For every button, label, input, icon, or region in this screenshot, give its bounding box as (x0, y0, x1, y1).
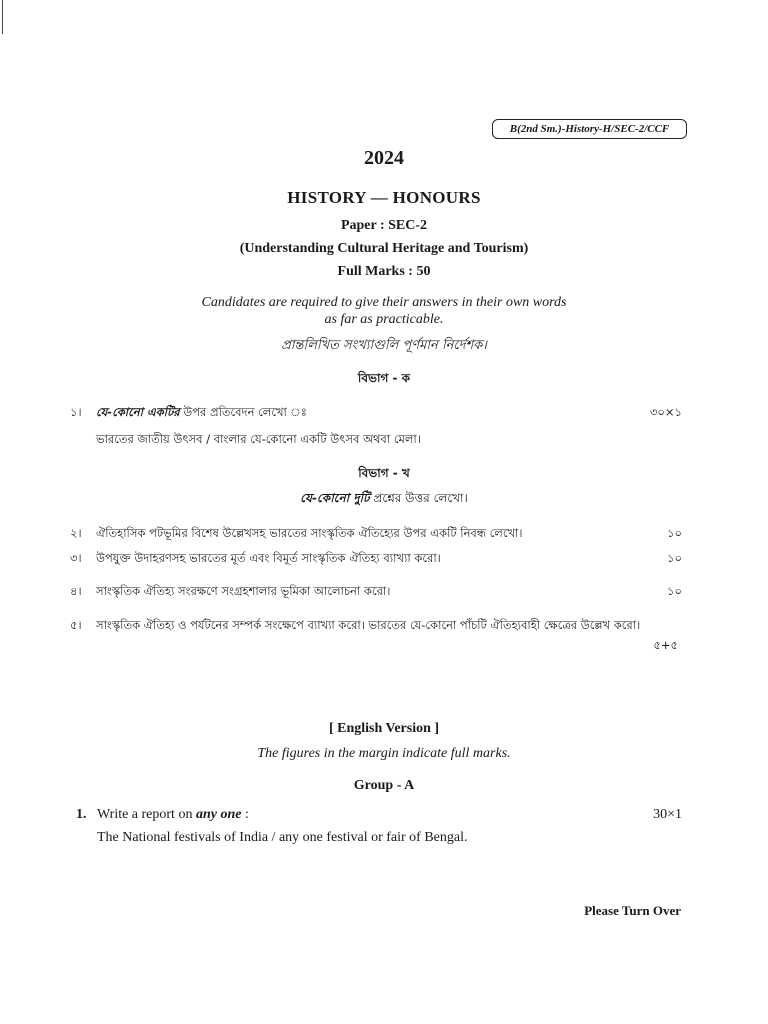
question-text: সাংস্কৃতিক ঐতিহ্য ও পর্যটনের সম্পর্ক সংক্ষেপে ব্যাখ্যা করো। ভারতের যে-কোনো পাঁচটি ঐতিহ্যবাহী ক্ষেত্রের উল্লেখ করো। (96, 618, 641, 632)
question-marks: ১০ (667, 526, 682, 540)
question-marks: 30×1 (653, 807, 682, 822)
question-text-before: Write a report on (97, 807, 196, 822)
bengali-group-a-title: বিভাগ - ক (357, 371, 411, 385)
question-number: 1. (76, 807, 87, 822)
paper-title: (Understanding Cultural Heritage and Tourism) (239, 241, 529, 256)
exam-year: 2024 (364, 147, 404, 169)
question-text (96, 404, 307, 423)
question-emphasis: any one (195, 807, 242, 822)
question-marks: ১০ (667, 584, 682, 598)
instruction-line-2: as far as practicable. (324, 312, 444, 327)
bengali-question-5-marks: ৫+৫ (653, 638, 678, 652)
instruction-line-1: Candidates are required to give their answers in their own words (201, 295, 567, 310)
paper-code-box: B(2nd Sm.)-History-H/SEC-2/CCF (492, 119, 687, 139)
subject-title: HISTORY — HONOURS (287, 188, 481, 207)
question-number: ৩। (70, 551, 82, 565)
english-group-a-title: Group - A (353, 778, 415, 793)
full-marks: Full Marks : 50 (337, 264, 431, 279)
question-text: সাংস্কৃতিক ঐতিহ্য সংরক্ষণে সংগ্রহশালার ভূমিকা আলোচনা করো। (96, 584, 391, 598)
question-text-after: : (241, 807, 249, 822)
question-marks: ৩০×১ (649, 405, 682, 419)
question-text-rest: উপর প্রতিবেদন লেখো ঃ (179, 405, 307, 419)
bengali-question-1-sub: ভারতের জাতীয় উৎসব / বাংলার যে-কোনো একটি উৎসব অথবা মেলা। (96, 432, 421, 446)
question-number: ২। (70, 526, 82, 540)
instruction-rest: প্রশ্নের উত্তর লেখো। (369, 491, 468, 505)
english-marks-note: The figures in the margin indicate full marks. (257, 746, 511, 761)
please-turn-over: Please Turn Over (584, 903, 681, 918)
paper-label: Paper : SEC-2 (340, 218, 428, 233)
question-text (97, 807, 249, 823)
question-marks: ১০ (667, 551, 682, 565)
bengali-group-b-title: বিভাগ - খ (358, 466, 410, 480)
question-text: উপযুক্ত উদাহরণসহ ভারতের মূর্ত এবং বিমূর্ত সাংস্কৃতিক ঐতিহ্য ব্যাখ্যা করো। (96, 551, 441, 565)
question-number: ১। (70, 405, 82, 419)
instruction-emphasis: যে-কোনো দুটি (300, 491, 370, 505)
bengali-group-b-instruction (0, 490, 768, 510)
question-text: ঐতিহাসিক পটভূমির বিশেষ উল্লেখসহ ভারতের সাংস্কৃতিক ঐতিহ্যের উপর একটি নিবন্ধ লেখো। (96, 526, 523, 540)
question-number: ৪। (70, 584, 82, 598)
scan-edge-line (2, 0, 3, 34)
english-question-1-sub: The National festivals of India / any one festival or fair of Bengal. (97, 830, 468, 845)
question-emphasis: যে-কোনো একটির (96, 405, 180, 419)
question-number: ৫। (70, 618, 82, 632)
bengali-marks-note: প্রান্তলিখিত সংখ্যাগুলি পূর্ণমান নির্দেশক। (281, 338, 487, 353)
english-version-header: [ English Version ] (328, 721, 440, 736)
